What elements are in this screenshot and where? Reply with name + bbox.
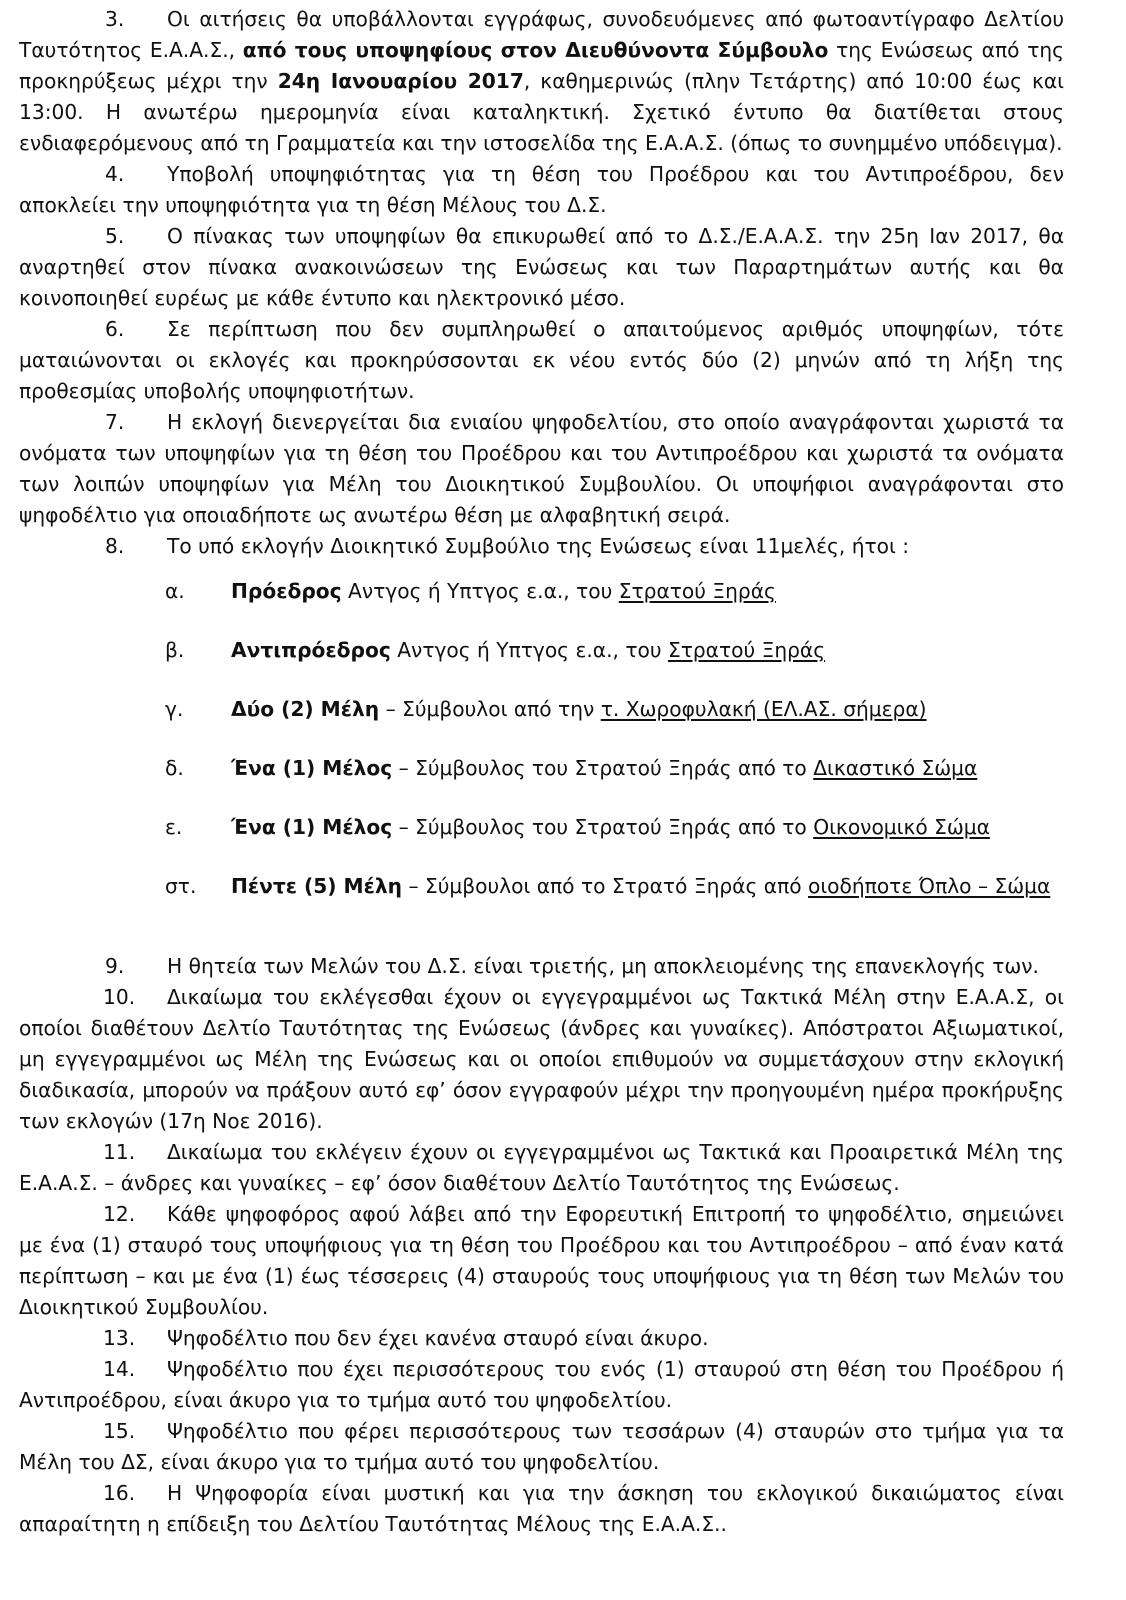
member-origin: τ. Χωροφυλακή (ΕΛ.ΑΣ. σήμερα) xyxy=(600,697,927,721)
list-item-text xyxy=(231,812,990,843)
paragraph-number: 14. xyxy=(103,1357,136,1381)
member-role: Αντιπρόεδρος xyxy=(231,638,391,662)
paragraph-text: Ο πίνακας των υποψηφίων θα επικυρωθεί από το Δ.Σ./Ε.Α.Α.Σ. την 25η Ιαν 2017, θα αναρτηθεί στον πίνακα ανακοινώσεων της Ενώσεως και των Παραρτημάτων αυτής και θα κοινοποιηθεί ευρέως με κάθε έντυπο και ηλεκτρονικό μέσο. xyxy=(19,224,1064,310)
numbered-paragraph xyxy=(19,4,1064,159)
paragraph-text: , καθημερινώς (πλην Τετάρτης) από 10:00 έως και 13:00. Η ανωτέρω ημερομηνία είναι καταληκτική. Σχετικό έντυπο θα διατίθεται στους ενδιαφερόμενους από τη Γραμματεία και την ιστοσελίδα της Ε.Α.Α.Σ. (όπως το συνημμένο υπόδειγμα). xyxy=(19,69,1064,155)
list-marker: δ. xyxy=(165,756,184,780)
numbered-paragraph xyxy=(19,221,1064,314)
paragraph-text: Η θητεία των Μελών του Δ.Σ. είναι τριετής, μη αποκλειομένης της επανεκλογής των. xyxy=(167,954,1039,978)
paragraph-number: 13. xyxy=(103,1326,136,1350)
paragraph-number: 3. xyxy=(105,7,125,31)
paragraph-number: 12. xyxy=(103,1202,136,1226)
numbered-paragraph xyxy=(19,1323,1064,1354)
member-description: – Σύμβουλος του Στρατού Ξηράς από το xyxy=(392,756,814,780)
member-description: Αντγος ή Υπτγος ε.α., του xyxy=(341,579,619,603)
member-description: Αντγος ή Υπτγος ε.α., του xyxy=(390,638,668,662)
numbered-paragraph xyxy=(19,1416,1064,1478)
numbered-paragraph xyxy=(19,982,1064,1137)
numbered-paragraph xyxy=(19,1478,1064,1540)
paragraph-number: 5. xyxy=(105,224,125,248)
board-list-item xyxy=(19,812,1064,871)
member-origin: Οικονομικό Σώμα xyxy=(813,815,990,839)
paragraph-text: Σε περίπτωση που δεν συμπληρωθεί ο απαιτούμενος αριθμός υποψηφίων, τότε ματαιώνονται οι εκλογές και προκηρύσσονται εκ νέου εντός δύο (2) μηνών από τη λήξη της προθεσμίας υποβολής υποψηφιοτήτων. xyxy=(19,317,1064,403)
member-origin: Στρατού Ξηράς xyxy=(667,638,826,662)
paragraph-number: 10. xyxy=(103,985,136,1009)
paragraph-text: Η εκλογή διενεργείται δια ενιαίου ψηφοδελτίου, στο οποίο αναγράφονται χωριστά τα ονόματα των υποψηφίων για τη θέση του Προέδρου και του Αντιπροέδρου και χωριστά τα ονόματα των λοιπών υποψηφίων για Μέλη του Διοικητικού Συμβουλίου. Οι υποψήφιοι αναγράφονται στο ψηφοδέλτιο για οποιαδήποτε ως ανωτέρω θέση με αλφαβητική σειρά. xyxy=(19,410,1064,527)
member-origin: οιοδήποτε Όπλο – Σώμα xyxy=(808,874,1051,898)
paragraph-text: Η Ψηφοφορία είναι μυστική και για την άσκηση του εκλογικού δικαιώματος είναι απαραίτητη η επίδειξη του Δελτίου Ταυτότητας Μέλους της Ε.Α.Α.Σ.. xyxy=(19,1481,1064,1536)
paragraph-number: 7. xyxy=(105,410,125,434)
paragraph-number: 6. xyxy=(105,317,125,341)
numbered-paragraph xyxy=(19,1199,1064,1323)
board-composition-list xyxy=(19,576,1064,930)
paragraph-number: 9. xyxy=(105,954,125,978)
member-origin: Δικαστικό Σώμα xyxy=(813,756,978,780)
member-role: Πρόεδρος xyxy=(231,579,342,603)
board-list-item xyxy=(19,694,1064,753)
list-item-text xyxy=(231,635,825,666)
paragraph-text: Το υπό εκλογήν Διοικητικό Συμβούλιο της Ενώσεως είναι 11μελές, ήτοι : xyxy=(167,534,910,558)
member-description: – Σύμβουλοι από την xyxy=(379,697,601,721)
list-item-text xyxy=(231,871,1050,902)
paragraph-text: Ψηφοδέλτιο που φέρει περισσότερους των τεσσάρων (4) σταυρών στο τμήμα για τα Μέλη του ΔΣ, είναι άκυρο για το τμήμα αυτό του ψηφοδελτίου. xyxy=(19,1419,1064,1474)
list-marker: ε. xyxy=(165,815,183,839)
board-list-item xyxy=(19,576,1064,635)
paragraph-text: Οι αιτήσεις θα υποβάλλονται εγγράφως, συνοδευόμενες από φωτοαντίγραφο Δελτίου Ταυτότητος Ε.Α.Α.Σ., xyxy=(19,7,1064,62)
document-page xyxy=(19,4,1064,1540)
paragraph-number: 15. xyxy=(103,1419,136,1443)
paragraph-text: Ψηφοδέλτιο που δεν έχει κανένα σταυρό είναι άκυρο. xyxy=(167,1326,709,1350)
numbered-paragraph xyxy=(19,531,1064,562)
member-description: – Σύμβουλοι από το Στρατό Ξηράς από xyxy=(402,874,808,898)
board-list-item xyxy=(19,635,1064,694)
paragraph-text: Κάθε ψηφοφόρος αφού λάβει από την Εφορευτική Επιτροπή το ψηφοδέλτιο, σημειώνει με ένα (1) σταυρό τους υποψήφιους για τη θέση του Προέδρου και του Αντιπροέδρου – από έναν κατά περίπτωση – και με ένα (1) έως τέσσερεις (4) σταυρούς τους υποψήφιους για τη θέση των Μελών του Διοικητικού Συμβουλίου. xyxy=(19,1202,1064,1319)
paragraph-bold-text: 24η Ιανουαρίου 2017 xyxy=(277,69,524,93)
numbered-paragraph xyxy=(19,951,1064,982)
list-marker: α. xyxy=(165,579,185,603)
numbered-paragraph xyxy=(19,407,1064,531)
member-role: Ένα (1) Μέλος xyxy=(231,815,393,839)
paragraph-bold-text: από τους υποψηφίους στον Διευθύνοντα Σύμβουλο xyxy=(242,38,829,62)
member-origin: Στρατού Ξηράς xyxy=(618,579,776,603)
member-description: – Σύμβουλος του Στρατού Ξηράς από το xyxy=(392,815,814,839)
paragraphs-top xyxy=(19,4,1064,562)
board-list-item xyxy=(19,753,1064,812)
board-list-item xyxy=(19,871,1064,930)
paragraph-number: 16. xyxy=(103,1481,136,1505)
list-marker: στ. xyxy=(165,874,197,898)
paragraph-number: 8. xyxy=(105,534,125,558)
paragraph-text: της Ενώσεως από της προκηρύξεως μέχρι την xyxy=(19,38,1064,93)
member-role: Ένα (1) Μέλος xyxy=(231,756,393,780)
numbered-paragraph xyxy=(19,1354,1064,1416)
list-marker: β. xyxy=(165,638,185,662)
list-marker: γ. xyxy=(165,697,184,721)
numbered-paragraph xyxy=(19,1137,1064,1199)
paragraphs-bottom xyxy=(19,951,1064,1540)
list-item-text xyxy=(231,576,776,607)
paragraph-text: Δικαίωμα του εκλέγειν έχουν οι εγγεγραμμένοι ως Τακτικά και Προαιρετικά Μέλη της Ε.Α.Α.Σ. – άνδρες και γυναίκες – εφ’ όσον διαθέτουν Δελτίο Ταυτότητος της Ενώσεως. xyxy=(19,1140,1064,1195)
member-role: Πέντε (5) Μέλη xyxy=(231,874,403,898)
paragraph-text: Υποβολή υποψηφιότητας για τη θέση του Προέδρου και του Αντιπροέδρου, δεν αποκλείει την υποψηφιότητα για τη θέση Μέλους του Δ.Σ. xyxy=(19,162,1064,217)
numbered-paragraph xyxy=(19,159,1064,221)
paragraph-number: 11. xyxy=(103,1140,136,1164)
list-item-text xyxy=(231,753,977,784)
numbered-paragraph xyxy=(19,314,1064,407)
paragraph-text: Δικαίωμα του εκλέγεσθαι έχουν οι εγγεγραμμένοι ως Τακτικά Μέλη στην Ε.Α.Α.Σ, οι οποίοι διαθέτουν Δελτίο Ταυτότητας της Ενώσεως (άνδρες και γυναίκες). Απόστρατοι Αξιωματικοί, μη εγγεγραμμένοι ως Μέλη της Ενώσεως και οι οποίοι επιθυμούν να συμμετάσχουν στην εκλογική διαδικασία, μπορούν να πράξουν αυτό εφ’ όσον εγγραφούν μέχρι την προηγουμένη ημέρα προκήρυξης των εκλογών (17η Νοε 2016). xyxy=(19,985,1064,1133)
paragraph-text: Ψηφοδέλτιο που έχει περισσότερους του ενός (1) σταυρού στη θέση του Προέδρου ή Αντιπροέδρου, είναι άκυρο για το τμήμα αυτό του ψηφοδελτίου. xyxy=(19,1357,1064,1412)
paragraph-number: 4. xyxy=(105,162,125,186)
list-item-text xyxy=(231,694,927,725)
member-role: Δύο (2) Μέλη xyxy=(231,697,380,721)
